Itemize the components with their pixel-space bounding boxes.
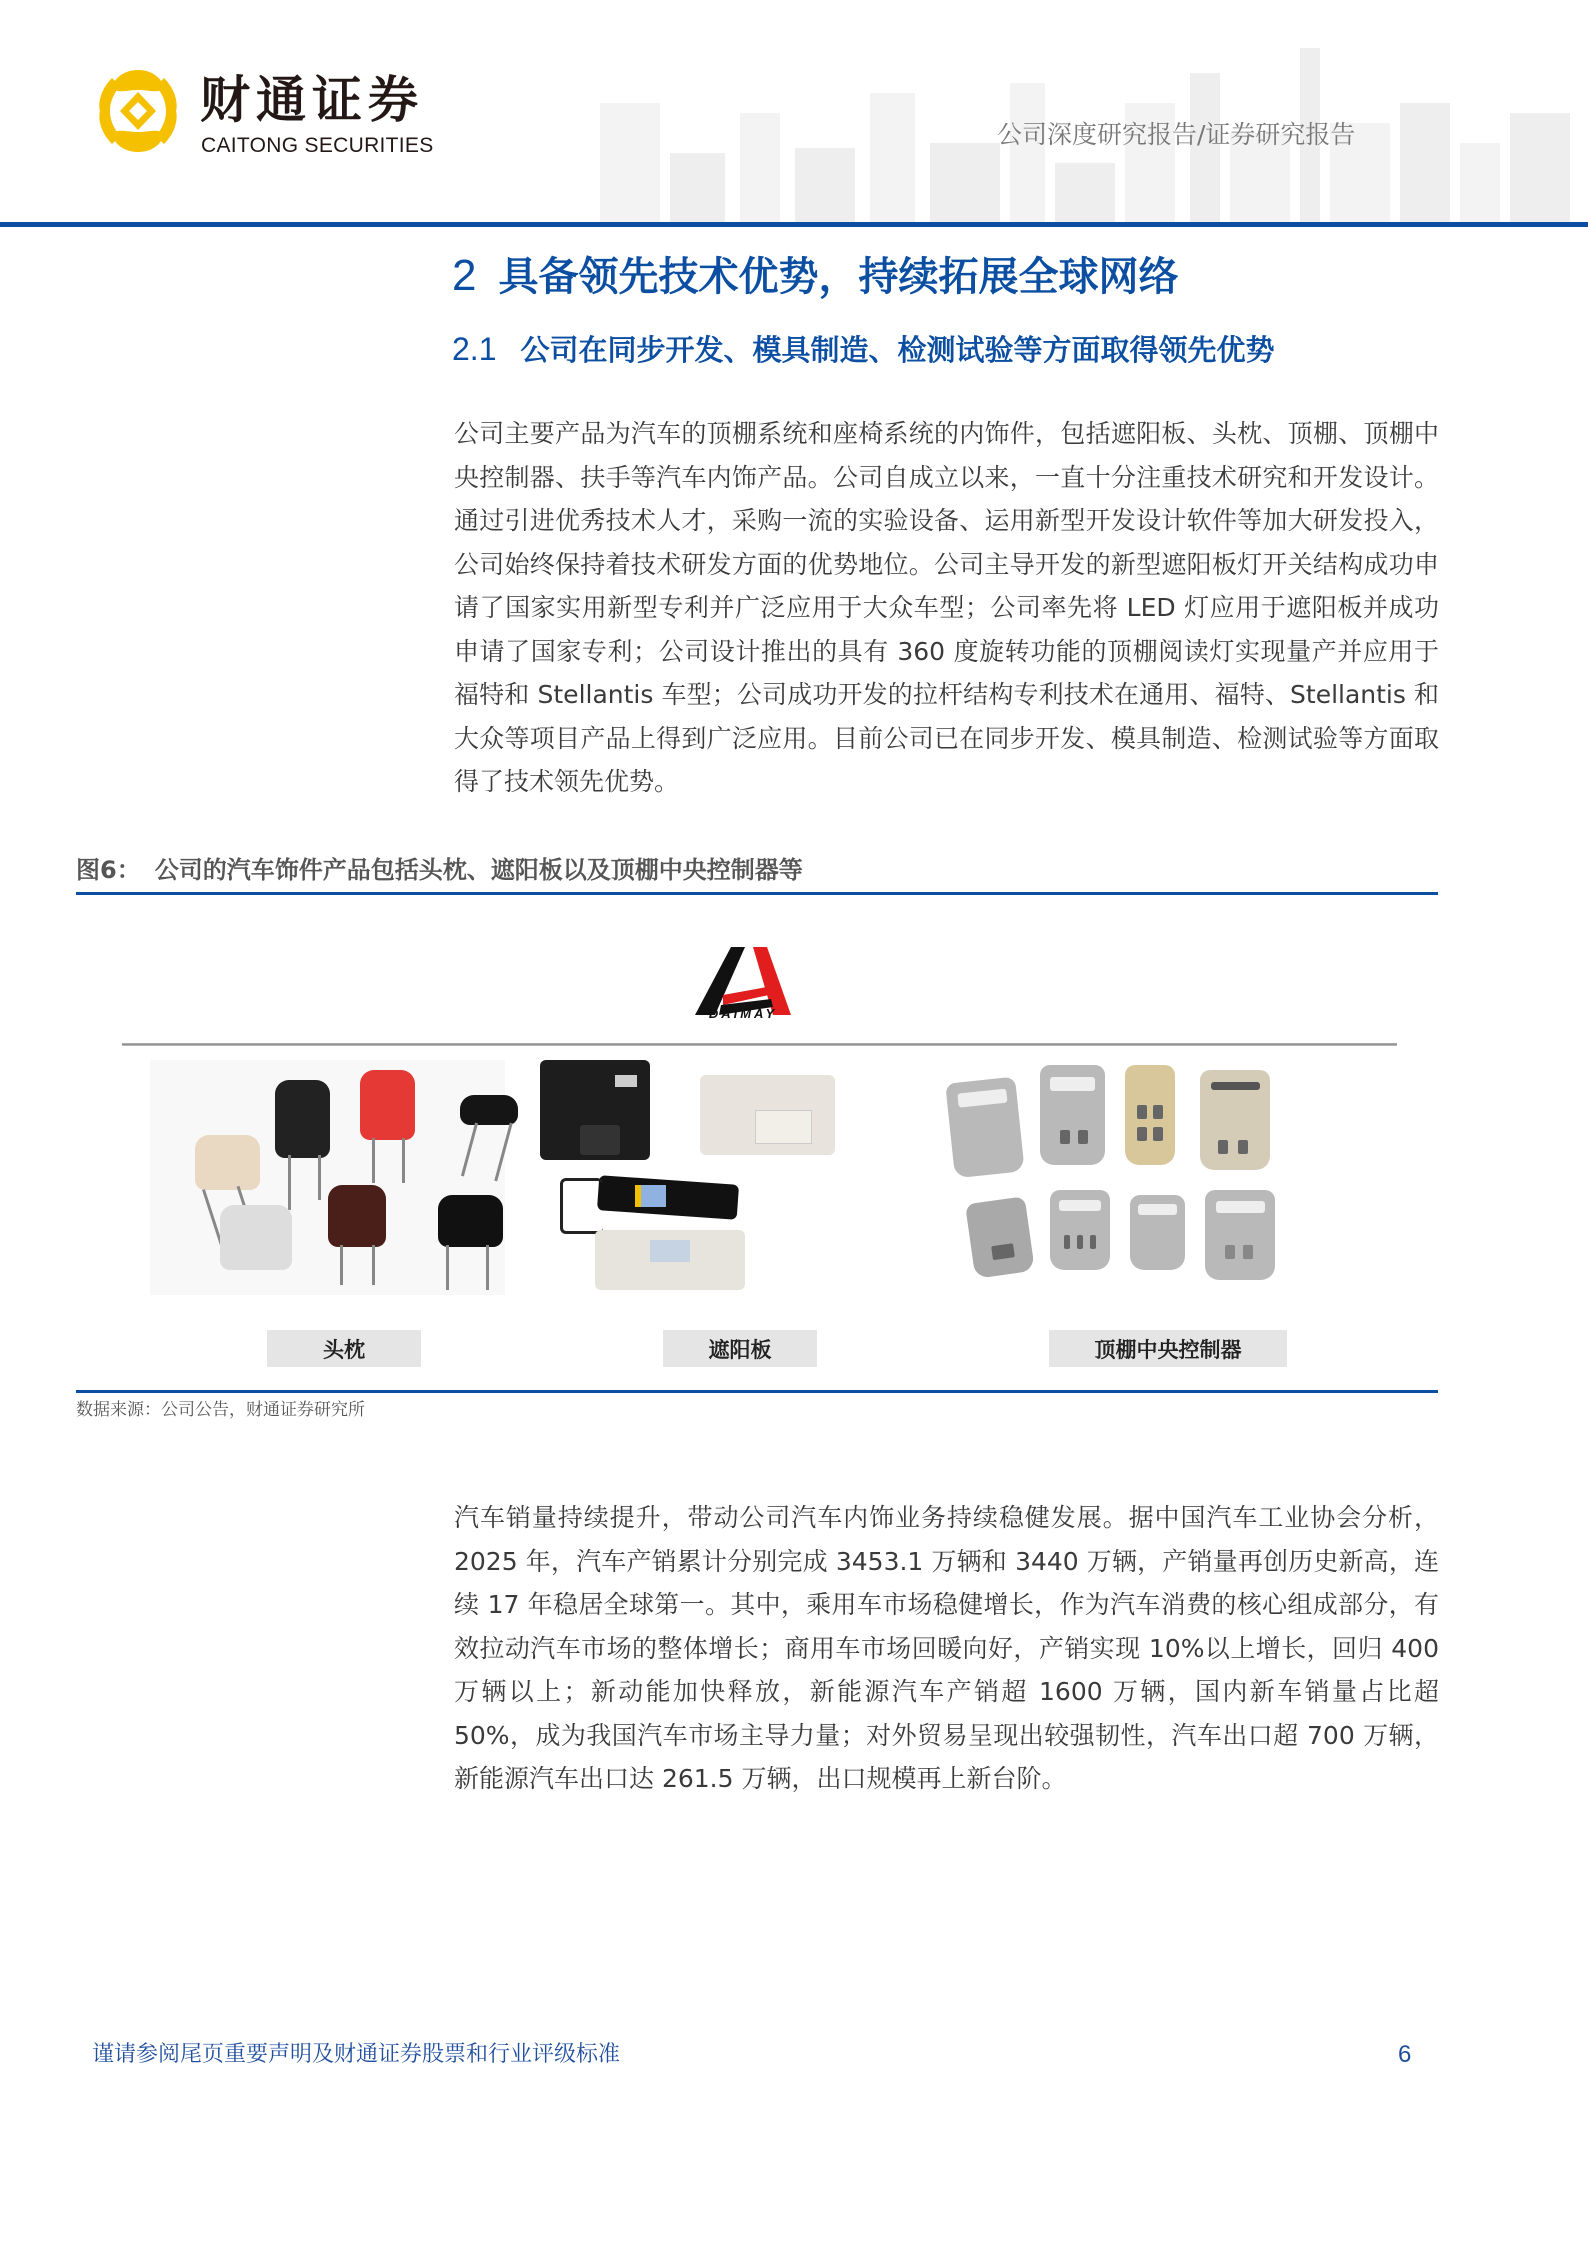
figure-label: 图6： <box>76 856 141 884</box>
subsection-title: 公司在同步开发、模具制造、检测试验等方面取得领先优势 <box>520 333 1275 367</box>
logo-english-name: CAITONG SECURITIES <box>201 134 434 157</box>
caitong-logo-icon <box>92 64 184 158</box>
sun-visor-photo <box>540 1060 850 1295</box>
image-divider <box>122 1043 1397 1046</box>
logo-chinese-name: 财通证券 <box>200 70 424 129</box>
figure-caption <box>76 852 803 888</box>
category-label-sun-visor: 遮阳板 <box>663 1330 817 1367</box>
body-paragraph-market: 汽车销量持续提升，带动公司汽车内饰业务持续稳健发展。据中国汽车工业协会分析，2025 年，汽车产销累计分别完成 3453.1 万辆和 3440 万辆，产销量再创历史新高，连续 17 年稳居全球第一。其中，乘用车市场稳健增长，作为汽车消费的核心组成部分，有效拉动汽车市场的整体增长；商用车市场回暖向好，产销实现 10%以上增长，回归 400 万辆以上；新动能加快释放，新能源汽车产销超 1600 万辆，国内新车销量占比超 50%，成为我国汽车市场主导力量；对外贸易呈现出较强韧性，汽车出口超 700 万辆，新能源汽车出口达 261.5 万辆，出口规模再上新台阶。 <box>454 1503 1439 1793</box>
figure-source-note: 数据来源：公司公告，财通证券研究所 <box>76 1400 365 1420</box>
daimay-brand-text: DAIMAY <box>708 1006 778 1021</box>
figure-bottom-rule <box>76 1390 1438 1393</box>
page-number: 6 <box>1398 2041 1412 2068</box>
subsection-number: 2.1 <box>452 331 497 367</box>
overhead-console-photo <box>950 1060 1350 1295</box>
header-rule <box>0 222 1588 227</box>
headrest-photo <box>150 1060 505 1295</box>
body-paragraph-technology: 公司主要产品为汽车的顶棚系统和座椅系统的内饰件，包括遮阳板、头枕、顶棚、顶棚中央控制器、扶手等汽车内饰产品。公司自成立以来，一直十分注重技术研究和开发设计。通过引进优秀技术人才，采购一流的实验设备、运用新型开发设计软件等加大研发投入，公司始终保持着技术研发方面的优势地位。公司主导开发的新型遮阳板灯开关结构成功申请了国家实用新型专利并广泛应用于大众车型；公司率先将 LED 灯应用于遮阳板并成功申请了国家专利；公司设计推出的具有 360 度旋转功能的顶棚阅读灯实现量产并应用于福特和 Stellantis 车型；公司成功开发的拉杆结构专利技术在通用、福特、Stellantis 和大众等项目产品上得到广泛应用。目前公司已在同步开发、模具制造、检测试验等方面取得了技术领先优势。 <box>454 419 1439 796</box>
report-type-label: 公司深度研究报告/证券研究报告 <box>997 120 1356 149</box>
figure-top-rule <box>76 892 1438 895</box>
category-label-overhead-console: 顶棚中央控制器 <box>1049 1330 1287 1367</box>
section-heading <box>452 250 1178 303</box>
product-image <box>120 905 1400 1385</box>
figure-title: 公司的汽车饰件产品包括头枕、遮阳板以及顶棚中央控制器等 <box>154 856 803 884</box>
section-title: 具备领先技术优势，持续拓展全球网络 <box>498 254 1179 300</box>
section-number: 2 <box>452 251 477 300</box>
footer-disclaimer-link[interactable]: 谨请参阅尾页重要声明及财通证券股票和行业评级标准 <box>92 2042 621 2067</box>
subsection-heading <box>452 328 1275 371</box>
category-label-headrest: 头枕 <box>267 1330 421 1367</box>
